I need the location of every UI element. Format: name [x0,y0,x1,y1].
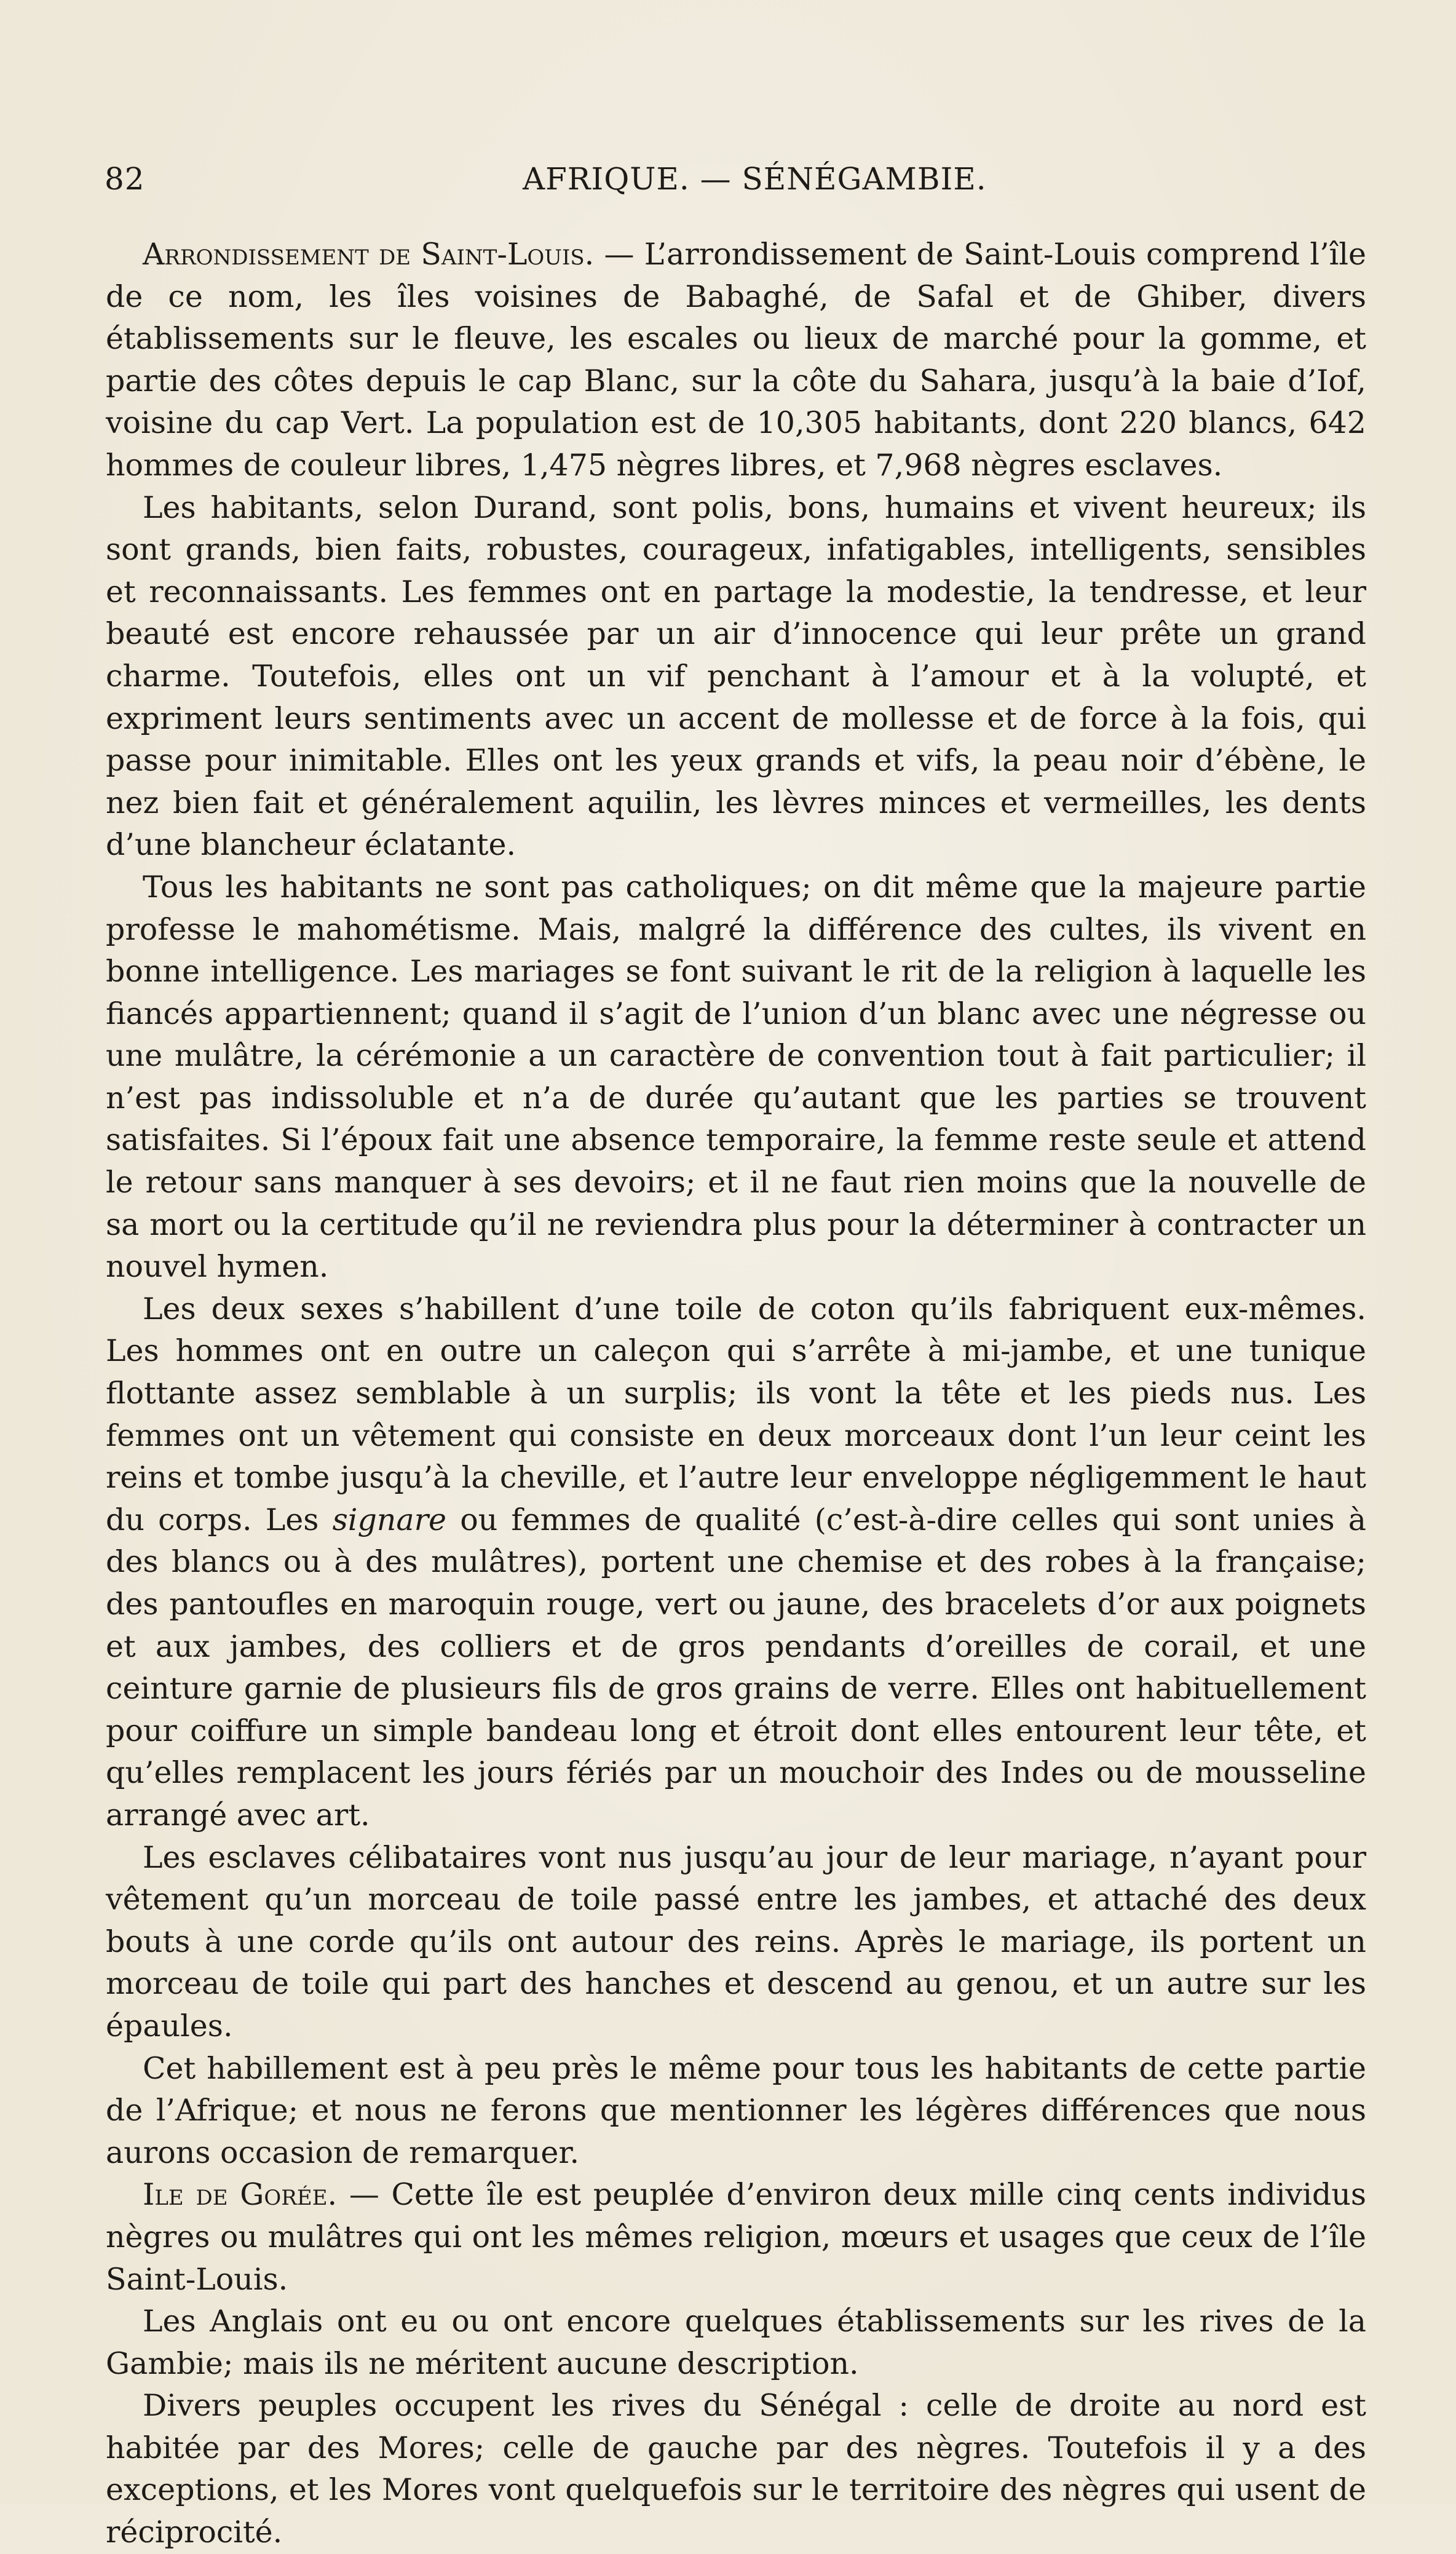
paragraph-text: — Cette île est peuplée d’environ deux mille cinq cents individus nègres ou mulâtres qui ont les mêmes religion, mœurs et usages que ceux de l’île Saint-Louis. [106,2177,1366,2297]
section-lead-saint-louis: Arrondissement de Saint-Louis. [143,237,595,272]
paragraph-text: — L’arrondissement de Saint-Louis comprend l’île de ce nom, les îles voisines de Babaghé, de Safal et de Ghiber, divers établissements sur le fleuve, les escales ou lieux de marché pour la gomme, et partie des côtes depuis le cap Blanc, sur la côte du Sahara, jusqu’à la baie d’Iof, voisine du cap Vert. La population est de 10,305 habitants, dont 220 blancs, 642 hommes de couleur libres, 1,475 nègres libres, et 7,968 nègres esclaves. [106,237,1366,483]
paragraph-goree [106,2174,1366,2301]
paragraph-text: Les Anglais ont eu ou ont encore quelques établissements sur les rives de la Gambie; mais ils ne méritent aucune description. [106,2304,1366,2381]
page-header [105,161,1328,210]
page-number: 82 [105,161,145,197]
paragraph-text: Divers peuples occupent les rives du Sénégal : celle de droite au nord est habitée par des Mores; celle de gauche par des nègres. Toutefois il y a des exceptions, et les Mores vont quelquefois sur le territoire des nègres qui usent de réciprocité. [106,2388,1366,2550]
paragraph-text: Les deux sexes s’habillent d’une toile de coton qu’ils fabriquent eux-mêmes. Les hommes ont en outre un caleçon qui s’arrête à mi-jambe, et une tunique flottante assez semblable à un surplis; ils vont la tête et les pieds nus. Les femmes ont un vêtement qui consiste en deux morceaux dont l’un leur ceint les reins et tombe jusqu’à la cheville, et l’autre leur enveloppe négligemment le haut du corps. Les [106,1291,1366,1537]
running-title: AFRIQUE. — SÉNÉGAMBIE. [523,161,987,197]
section-lead-goree: Ile de Gorée. [143,2177,338,2213]
paragraph-gambie [106,2301,1366,2385]
body-text [106,234,1366,2554]
paragraph-religion [106,867,1366,1288]
paragraph-text: ou femmes de qualité (c’est-à-dire celles qui sont unies à des blancs ou à des mulâtres), portent une chemise et des robes à la française; des pantoufles en maroquin rouge, vert ou jaune, des bracelets d’or aux poignets et aux jambes, des colliers et de gros pendants d’oreilles de corail, et une ceinture garnie de plusieurs fils de gros grains de verre. Elles ont habituellement pour coiffure un simple bandeau long et étroit dont elles entourent leur tête, et qu’elles remplacent les jours fériés par un mouchoir des Indes ou de mousseline arrangé avec art. [106,1502,1366,1833]
paragraph-habitants [106,487,1366,867]
paragraph-text: Les habitants, selon Durand, sont polis, bons, humains et vivent heureux; ils sont grands, bien faits, robustes, courageux, infatigables, intelligents, sensibles et reconnaissants. Les femmes ont en partage la modestie, la tendresse, et leur beauté est encore rehaussée par un air d’innocence qui leur prête un grand charme. Toutefois, elles ont un vif penchant à l’amour et à la volupté, et expriment leurs sentiments avec un accent de mollesse et de force à la fois, qui passe pour inimitable. Elles ont les yeux grands et vifs, la peau noir d’ébène, le nez bien fait et généralement aquilin, les lèvres minces et vermeilles, les dents d’une blancheur éclatante. [106,490,1366,863]
paragraph-senegal [106,2385,1366,2553]
paragraph-vetements [106,1288,1366,1837]
paragraph-text: Les esclaves célibataires vont nus jusqu’au jour de leur mariage, n’ayant pour vêtement qu’un morceau de toile passé entre les jambes, et attaché des deux bouts à une corde qu’ils ont autour des reins. Après le mariage, ils portent un morceau de toile qui part des hanches et descend au genou, et un autre sur les épaules. [106,1839,1366,2044]
italic-term: signare [332,1502,447,1537]
paragraph-habillement [106,2048,1366,2175]
paragraph-saint-louis [106,234,1366,487]
paragraph-text: Tous les habitants ne sont pas catholiques; on dit même que la majeure partie professe le mahométisme. Mais, malgré la différence des cultes, ils vivent en bonne intelligence. Les mariages se font suivant le rit de la religion à laquelle les fiancés appartiennent; quand il s’agit de l’union d’un blanc avec une négresse ou une mulâtre, la cérémonie a un caractère de convention tout à fait particulier; il n’est pas indissoluble et n’a de durée qu’autant que les parties se trouvent satisfaites. Si l’époux fait une absence temporaire, la femme reste seule et attend le retour sans manquer à ses devoirs; et il ne faut rien moins que la nouvelle de sa mort ou la certitude qu’il ne reviendra plus pour la déterminer à contracter un nouvel hymen. [106,869,1366,1285]
paragraph-text: Cet habillement est à peu près le même pour tous les habitants de cette partie de l’Afrique; et nous ne ferons que mentionner les légères différences que nous aurons occasion de remarquer. [106,2050,1366,2170]
paragraph-esclaves [106,1837,1366,2048]
